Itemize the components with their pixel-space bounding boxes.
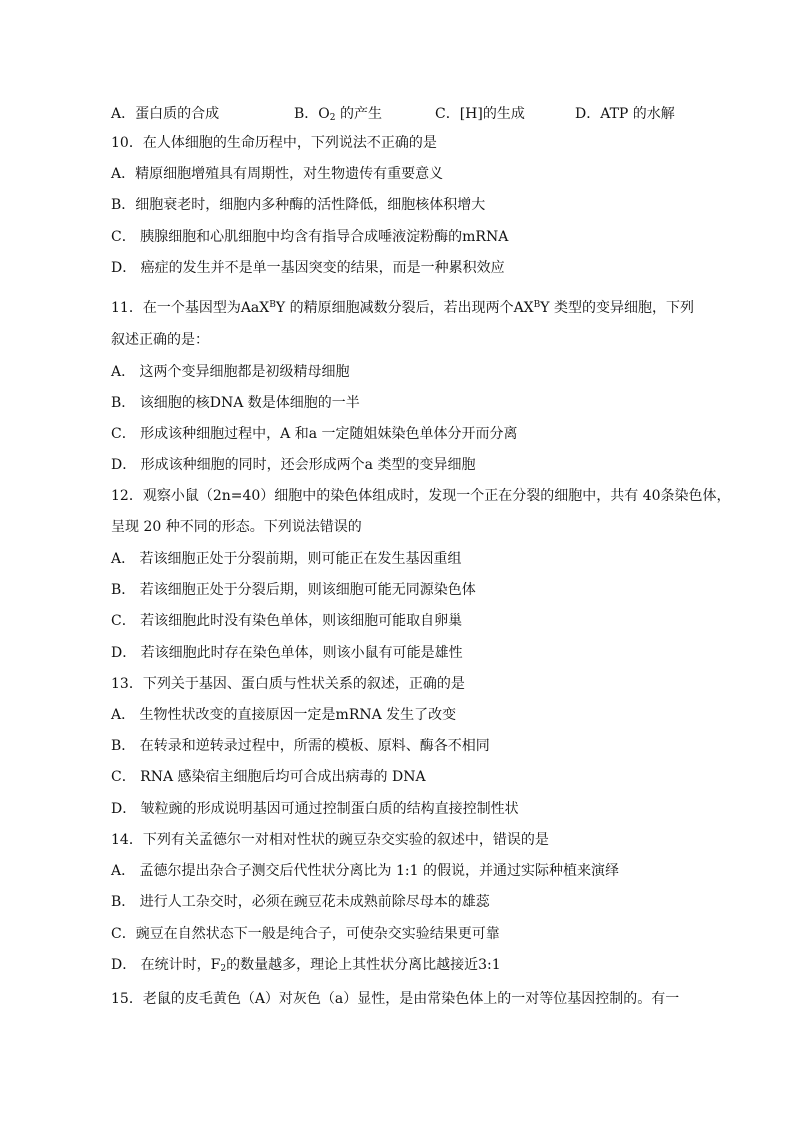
q13-option-a: A． 生物性状改变的直接原因一定是mRNA 发生了改变 bbox=[111, 707, 457, 723]
q10-stem: 10．在人体细胞的生命历程中，下列说法不正确的是 bbox=[111, 135, 437, 151]
q12-option-b: B． 若该细胞正处于分裂后期，则该细胞可能无同源染色体 bbox=[111, 582, 476, 598]
q12-stem: 12．观察小鼠（2n=40）细胞中的染色体组成时，发现一个正在分裂的细胞中，共有 40条染色体， bbox=[111, 488, 731, 504]
q9-option-b: B．$O_2$ 的产生 bbox=[294, 106, 382, 123]
q13-option-b: B． 在转录和逆转录过程中，所需的模板、原料、酶各不相同 bbox=[111, 738, 490, 754]
q12-option-d: D． 若该细胞此时存在染色单体，则该小鼠有可能是雄性 bbox=[111, 645, 463, 661]
q11-stem-continued: 叙述正确的是： bbox=[111, 332, 209, 348]
q15-stem: 15．老鼠的皮毛黄色（A）对灰色（a）显性，是由常染色体上的一对等位基因控制的。有一 bbox=[111, 991, 680, 1007]
q10-option-c: C． 胰腺细胞和心肌细胞中均含有指导合成唾液淀粉酶的mRNA bbox=[111, 229, 509, 245]
q12-option-c: C． 若该细胞此时没有染色单体，则该细胞可能取自卵巢 bbox=[111, 613, 463, 629]
q14-option-c: C．豌豆在自然状态下一般是纯合子，可使杂交实验结果更可靠 bbox=[111, 926, 500, 942]
q12-option-a: A． 若该细胞正处于分裂前期，则可能正在发生基因重组 bbox=[111, 551, 462, 567]
q11-option-a: A． 这两个变异细胞都是初级精母细胞 bbox=[111, 364, 350, 380]
q11-stem: 11．在一个基因型为AaX$^B$Y 的精原细胞减数分裂后，若出现两个$AX^BY$ 类型的变异细胞，下列 bbox=[111, 300, 694, 316]
q13-option-c: C． RNA 感染宿主细胞后均可合成出病毒的 DNA bbox=[111, 769, 426, 785]
q14-option-b: B． 进行人工杂交时，必须在豌豆花未成熟前除尽母本的雄蕊 bbox=[111, 894, 490, 910]
q9-option-d: D．ATP 的水解 bbox=[575, 106, 675, 122]
q14-stem: 14．下列有关孟德尔一对相对性状的豌豆杂交实验的叙述中，错误的是 bbox=[111, 832, 549, 848]
q11-option-d: D． 形成该种细胞的同时，还会形成两个a 类型的变异细胞 bbox=[111, 457, 476, 473]
q10-option-b: B．细胞衰老时，细胞内多种酶的活性降低，细胞核体积增大 bbox=[111, 197, 486, 213]
q13-stem: 13．下列关于基因、蛋白质与性状关系的叙述，正确的是 bbox=[111, 676, 465, 692]
q9-option-c: C．[H]的生成 bbox=[435, 106, 525, 122]
q9-option-a: A．蛋白质的合成 bbox=[111, 106, 220, 122]
q11-option-b: B． 该细胞的核DNA 数是体细胞的一半 bbox=[111, 395, 360, 411]
q10-option-d: D． 癌症的发生并不是单一基因突变的结果，而是一种累积效应 bbox=[111, 260, 505, 276]
q12-stem-continued: 呈现 20 种不同的形态。下列说法错误的 bbox=[111, 519, 362, 535]
q13-option-d: D． 皱粒豌的形成说明基因可通过控制蛋白质的结构直接控制性状 bbox=[111, 801, 519, 817]
q10-option-a: A．精原细胞增殖具有周期性，对生物遗传有重要意义 bbox=[111, 166, 444, 182]
q14-option-d: D． 在统计时，$F_2$的数量越多，理论上其性状分离比越接近3:1 bbox=[111, 957, 501, 974]
q14-option-a: A． 孟德尔提出杂合子测交后代性状分离比为 1:1 的假说，并通过实际种植来演绎 bbox=[111, 863, 619, 879]
q9-options bbox=[111, 103, 711, 121]
q11-option-c: C． 形成该种细胞过程中，A 和a 一定随姐妹染色单体分开而分离 bbox=[111, 426, 518, 442]
